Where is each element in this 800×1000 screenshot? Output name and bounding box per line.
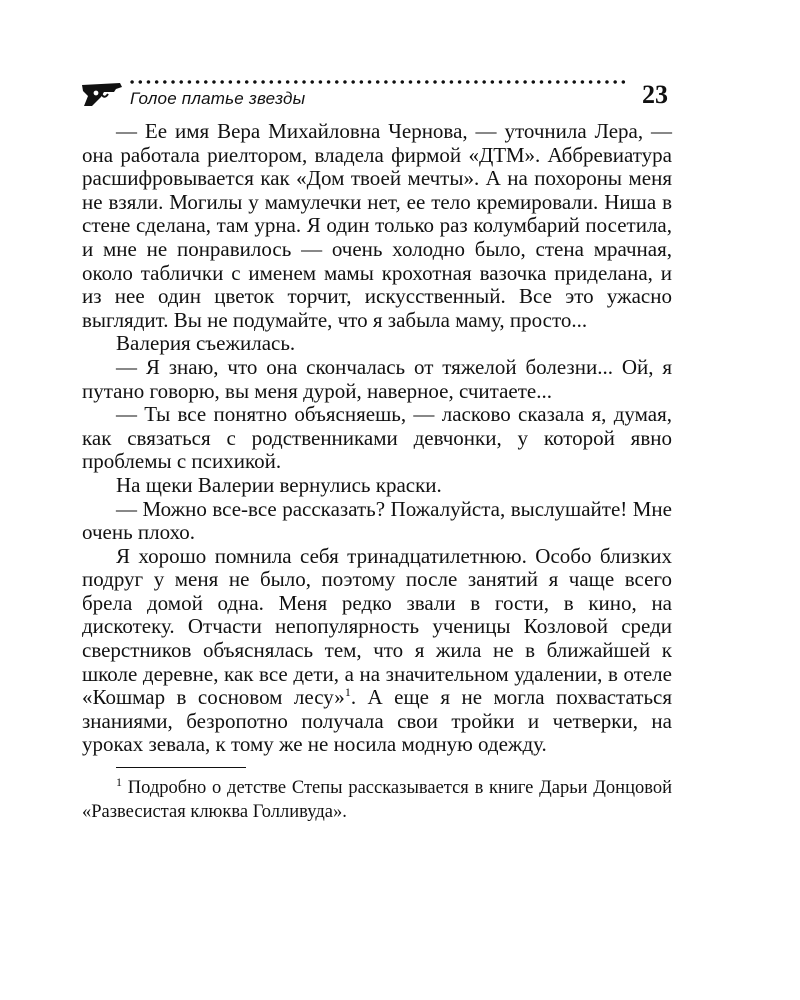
paragraph: На щеки Валерии вернулись краски.: [116, 472, 442, 497]
footnote-text: [82, 776, 672, 824]
revolver-icon: [80, 78, 126, 108]
running-title: Голое платье звезды: [130, 89, 306, 108]
header-dotted-rule: [128, 80, 626, 84]
paragraph: Валерия съежилась.: [116, 331, 296, 356]
paragraph: [82, 545, 672, 757]
paragraph: — Ее имя Вера Михайловна Чернова, — уточнила Лера, — она работала риелтором, владела фирмой «ДТМ». Аббревиатура расшифровывается как «Дом твоей мечты». А на похороны меня не взяли. Могилы у мамулечки нет, ее тело кремировали. Ниша в стене сделана, там урна. Я один только раз колумбарий посетила, и мне не понравилось — очень холодно было, стена мрачная, около таблички с именем мамы крохотная вазочка приделана, и из нее один цветок торчит, искусственный. Все это ужасно выглядит. Вы не подумайте, что я забыла маму, просто...: [82, 119, 672, 332]
paragraph: — Ты все понятно объясняешь, — ласково сказала я, думая, как связаться с родственниками девчонки, у которой явно проблемы с психикой.: [82, 402, 672, 474]
paragraph: — Я знаю, что она скончалась от тяжелой болезни... Ой, я путано говорю, вы меня дурой, наверное, считаете...: [82, 354, 672, 403]
footnote-body: Подробно о детстве Степы рассказывается в книге Дарьи Донцовой «Развесистая клюква Голливуда».: [82, 778, 672, 823]
footnote-mark: 1: [116, 774, 122, 789]
paragraph: — Можно все-все рассказать? Пожалуйста, выслушайте! Мне очень плохо.: [82, 496, 672, 545]
book-page: [82, 70, 672, 824]
paragraph-text: Я хорошо помнила себя тринадцатилетнюю. Особо близких подруг у меня не было, поэтому после занятий я чаще всего брела домой одна. Меня редко звали в гости, в кино, на дискотеку. Отчасти непопулярность ученицы Козловой среди сверстников объяснялась тем, что я жила не в ближайшей к школе деревне, как все дети, а на значительном удалении, в отеле «Кошмар в сосновом лесу»: [82, 543, 672, 710]
page-number: 23: [642, 80, 668, 109]
footnote-separator: [116, 767, 246, 768]
footnote: [82, 776, 672, 824]
footnote-reference: 1: [344, 685, 351, 700]
body-text: [82, 120, 672, 757]
running-header: [82, 70, 672, 114]
paragraph-text: . А еще я не могла похвастаться знаниями, безропотно получала свои тройки и четверки, на уроках зевала, к тому же не носила модную одежду.: [82, 685, 673, 757]
